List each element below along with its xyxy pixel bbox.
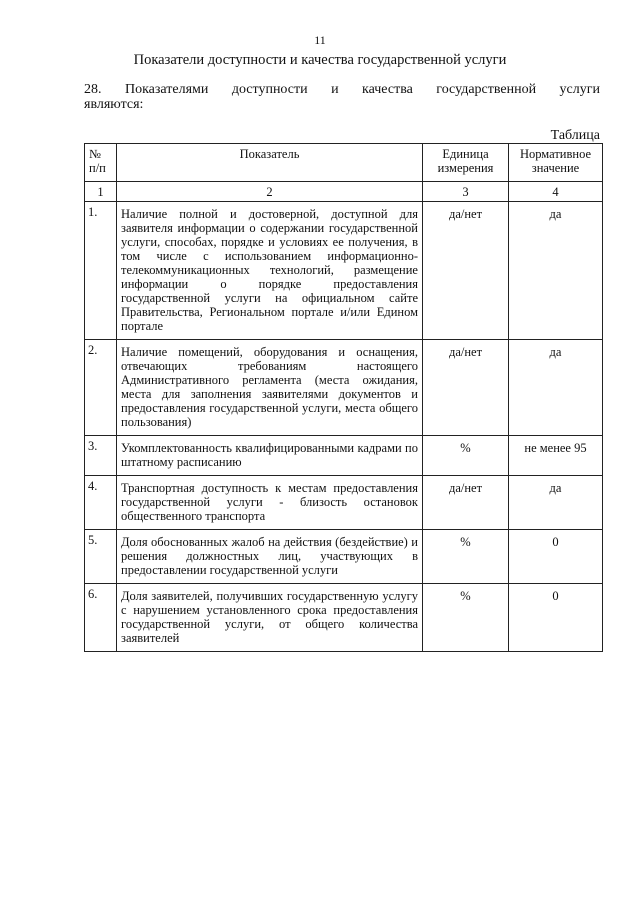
column-index-row (85, 182, 603, 202)
row-indicator: Наличие помещений, оборудования и оснащения, отвечающих требованиям настоящего Административного регламента (места ожидания, места для заполнения заявителями документов и предоставления государственной услуги, места общего пользования) (117, 340, 423, 436)
row-indicator: Укомплектованность квалифицированными кадрами по штатному расписанию (117, 436, 423, 476)
row-unit: да/нет (423, 476, 509, 530)
index-cell: 1 (85, 182, 117, 202)
indicators-table (84, 143, 603, 652)
row-number: 3. (85, 436, 117, 476)
row-indicator: Доля обоснованных жалоб на действия (бездействие) и решения должностных лиц, участвующих в предоставлении государственной услуги (117, 530, 423, 584)
page-number: 11 (314, 33, 326, 47)
table-header-row (85, 144, 603, 182)
index-cell: 3 (423, 182, 509, 202)
table-row (85, 584, 603, 652)
row-norm: да (509, 476, 603, 530)
table-caption: Таблица (550, 128, 600, 143)
row-unit: да/нет (423, 340, 509, 436)
row-norm: да (509, 202, 603, 340)
row-number: 4. (85, 476, 117, 530)
row-unit: да/нет (423, 202, 509, 340)
header-num: № п/п (85, 144, 117, 182)
header-unit: Единица измерения (423, 144, 509, 182)
row-norm: 0 (509, 584, 603, 652)
row-number: 6. (85, 584, 117, 652)
header-norm: Нормативное значение (509, 144, 603, 182)
table-row (85, 476, 603, 530)
table-row (85, 436, 603, 476)
table-row (85, 202, 603, 340)
row-norm: не менее 95 (509, 436, 603, 476)
row-indicator: Транспортная доступность к местам предоставления государственной услуги - близость остановок общественного транспорта (117, 476, 423, 530)
index-cell: 4 (509, 182, 603, 202)
index-cell: 2 (117, 182, 423, 202)
row-indicator: Доля заявителей, получивших государственную услугу с нарушением установленного срока предоставления государственной услуги, от общего количества заявителей (117, 584, 423, 652)
row-number: 5. (85, 530, 117, 584)
row-norm: 0 (509, 530, 603, 584)
intro-paragraph-line1: 28. Показателями доступности и качества государственной услуги (84, 82, 600, 97)
table-row (85, 530, 603, 584)
table-row (85, 340, 603, 436)
section-heading: Показатели доступности и качества государственной услуги (133, 52, 507, 68)
intro-paragraph-line2: являются: (84, 97, 144, 112)
row-number: 1. (85, 202, 117, 340)
row-unit: % (423, 584, 509, 652)
row-indicator: Наличие полной и достоверной, доступной для заявителя информации о содержании государственной услуги, способах, порядке и условиях ее получения, в том числе с использованием информационно-телекоммуникационных технологий, размещение информации о порядке предоставления государственной услуги на официальном сайте Правительства, Региональном портале и/или Едином портале (117, 202, 423, 340)
row-norm: да (509, 340, 603, 436)
row-unit: % (423, 436, 509, 476)
row-number: 2. (85, 340, 117, 436)
row-unit: % (423, 530, 509, 584)
header-indicator: Показатель (117, 144, 423, 182)
